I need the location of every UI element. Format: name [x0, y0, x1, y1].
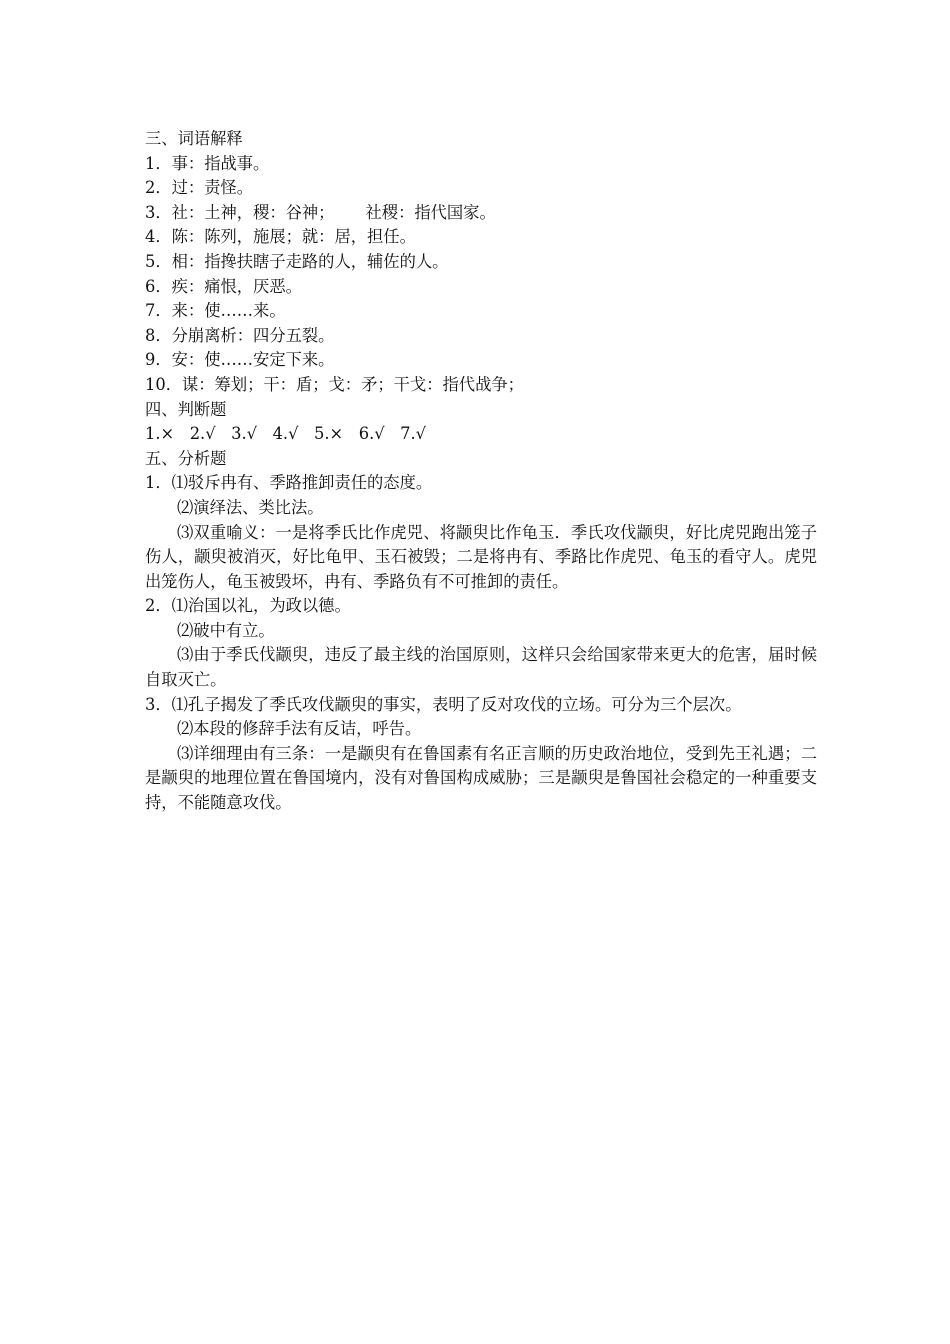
- analysis-q3-part3: ⑶详细理由有三条：一是颛臾有在鲁国素有名正言顺的历史政治地位，受到先王礼遇；二是颛臾的地理位置在鲁国境内，没有对鲁国构成威胁；三是颛臾是鲁国社会稳定的一种重要支持，不能随意攻伐。: [145, 743, 817, 813]
- analysis-q3-part2: ⑵本段的修辞手法有反诘，呼告。: [177, 719, 422, 739]
- analysis-q1-part2: ⑵演绎法、类比法。: [177, 497, 324, 517]
- vocab-item-5: 5．相：指搀扶瞎子走路的人，辅佐的人。: [145, 251, 449, 271]
- analysis-q3-part1: 3．⑴孔子揭发了季氏攻伐颛臾的事实，表明了反对攻伐的立场。可分为三个层次。: [145, 694, 742, 714]
- vocab-item-1: 1．事：指战事。: [145, 153, 270, 173]
- section-heading-analysis: 五、分析题: [145, 448, 227, 468]
- analysis-q1-part3: ⑶双重喻义：一是将季氏比作虎兕、将颛臾比作龟玉．季氏攻伐颛臾，好比虎兕跑出笼子伤人，颛臾被消灭，好比龟甲、玉石被毁；二是将冉有、季路比作虎兕、龟玉的看守人。虎兕出笼伤人，龟玉被毁坏，冉有、季路负有不可推卸的责任。: [145, 522, 817, 591]
- analysis-q2-part2: ⑵破中有立。: [177, 620, 275, 640]
- section-heading-vocabulary: 三、词语解释: [145, 129, 243, 148]
- vocab-item-8: 8．分崩离析：四分五裂。: [145, 325, 335, 345]
- analysis-q1-part1: 1．⑴驳斥冉有、季路推卸责任的态度。: [145, 473, 433, 493]
- vocab-item-4: 4．陈：陈列，施展；就：居，担任。: [145, 227, 416, 247]
- vocab-item-3: 3．社：土神，稷：谷神； 社稷：指代国家。: [145, 202, 496, 222]
- analysis-q2-part3: ⑶由于季氏伐颛臾，违反了最主线的治国原则，这样只会给国家带来更大的危害，届时候自取灭亡。: [145, 645, 817, 690]
- vocab-item-10: 10．谋：筹划；干：盾；戈：矛；干戈：指代战争；: [145, 374, 524, 394]
- vocab-item-9: 9．安：使……安定下来。: [145, 350, 335, 370]
- answer-document: [145, 127, 817, 816]
- judgment-answers: 1.× 2.√ 3.√ 4.√ 5.× 6.√ 7.√: [145, 424, 427, 444]
- analysis-q2-part1: 2．⑴治国以礼，为政以德。: [145, 596, 351, 616]
- section-heading-judgment: 四、判断题: [145, 399, 227, 419]
- vocab-item-7: 7．来：使……来。: [145, 301, 286, 321]
- vocab-item-2: 2．过：责怪。: [145, 178, 254, 198]
- vocab-item-6: 6．疾：痛恨，厌恶。: [145, 276, 302, 296]
